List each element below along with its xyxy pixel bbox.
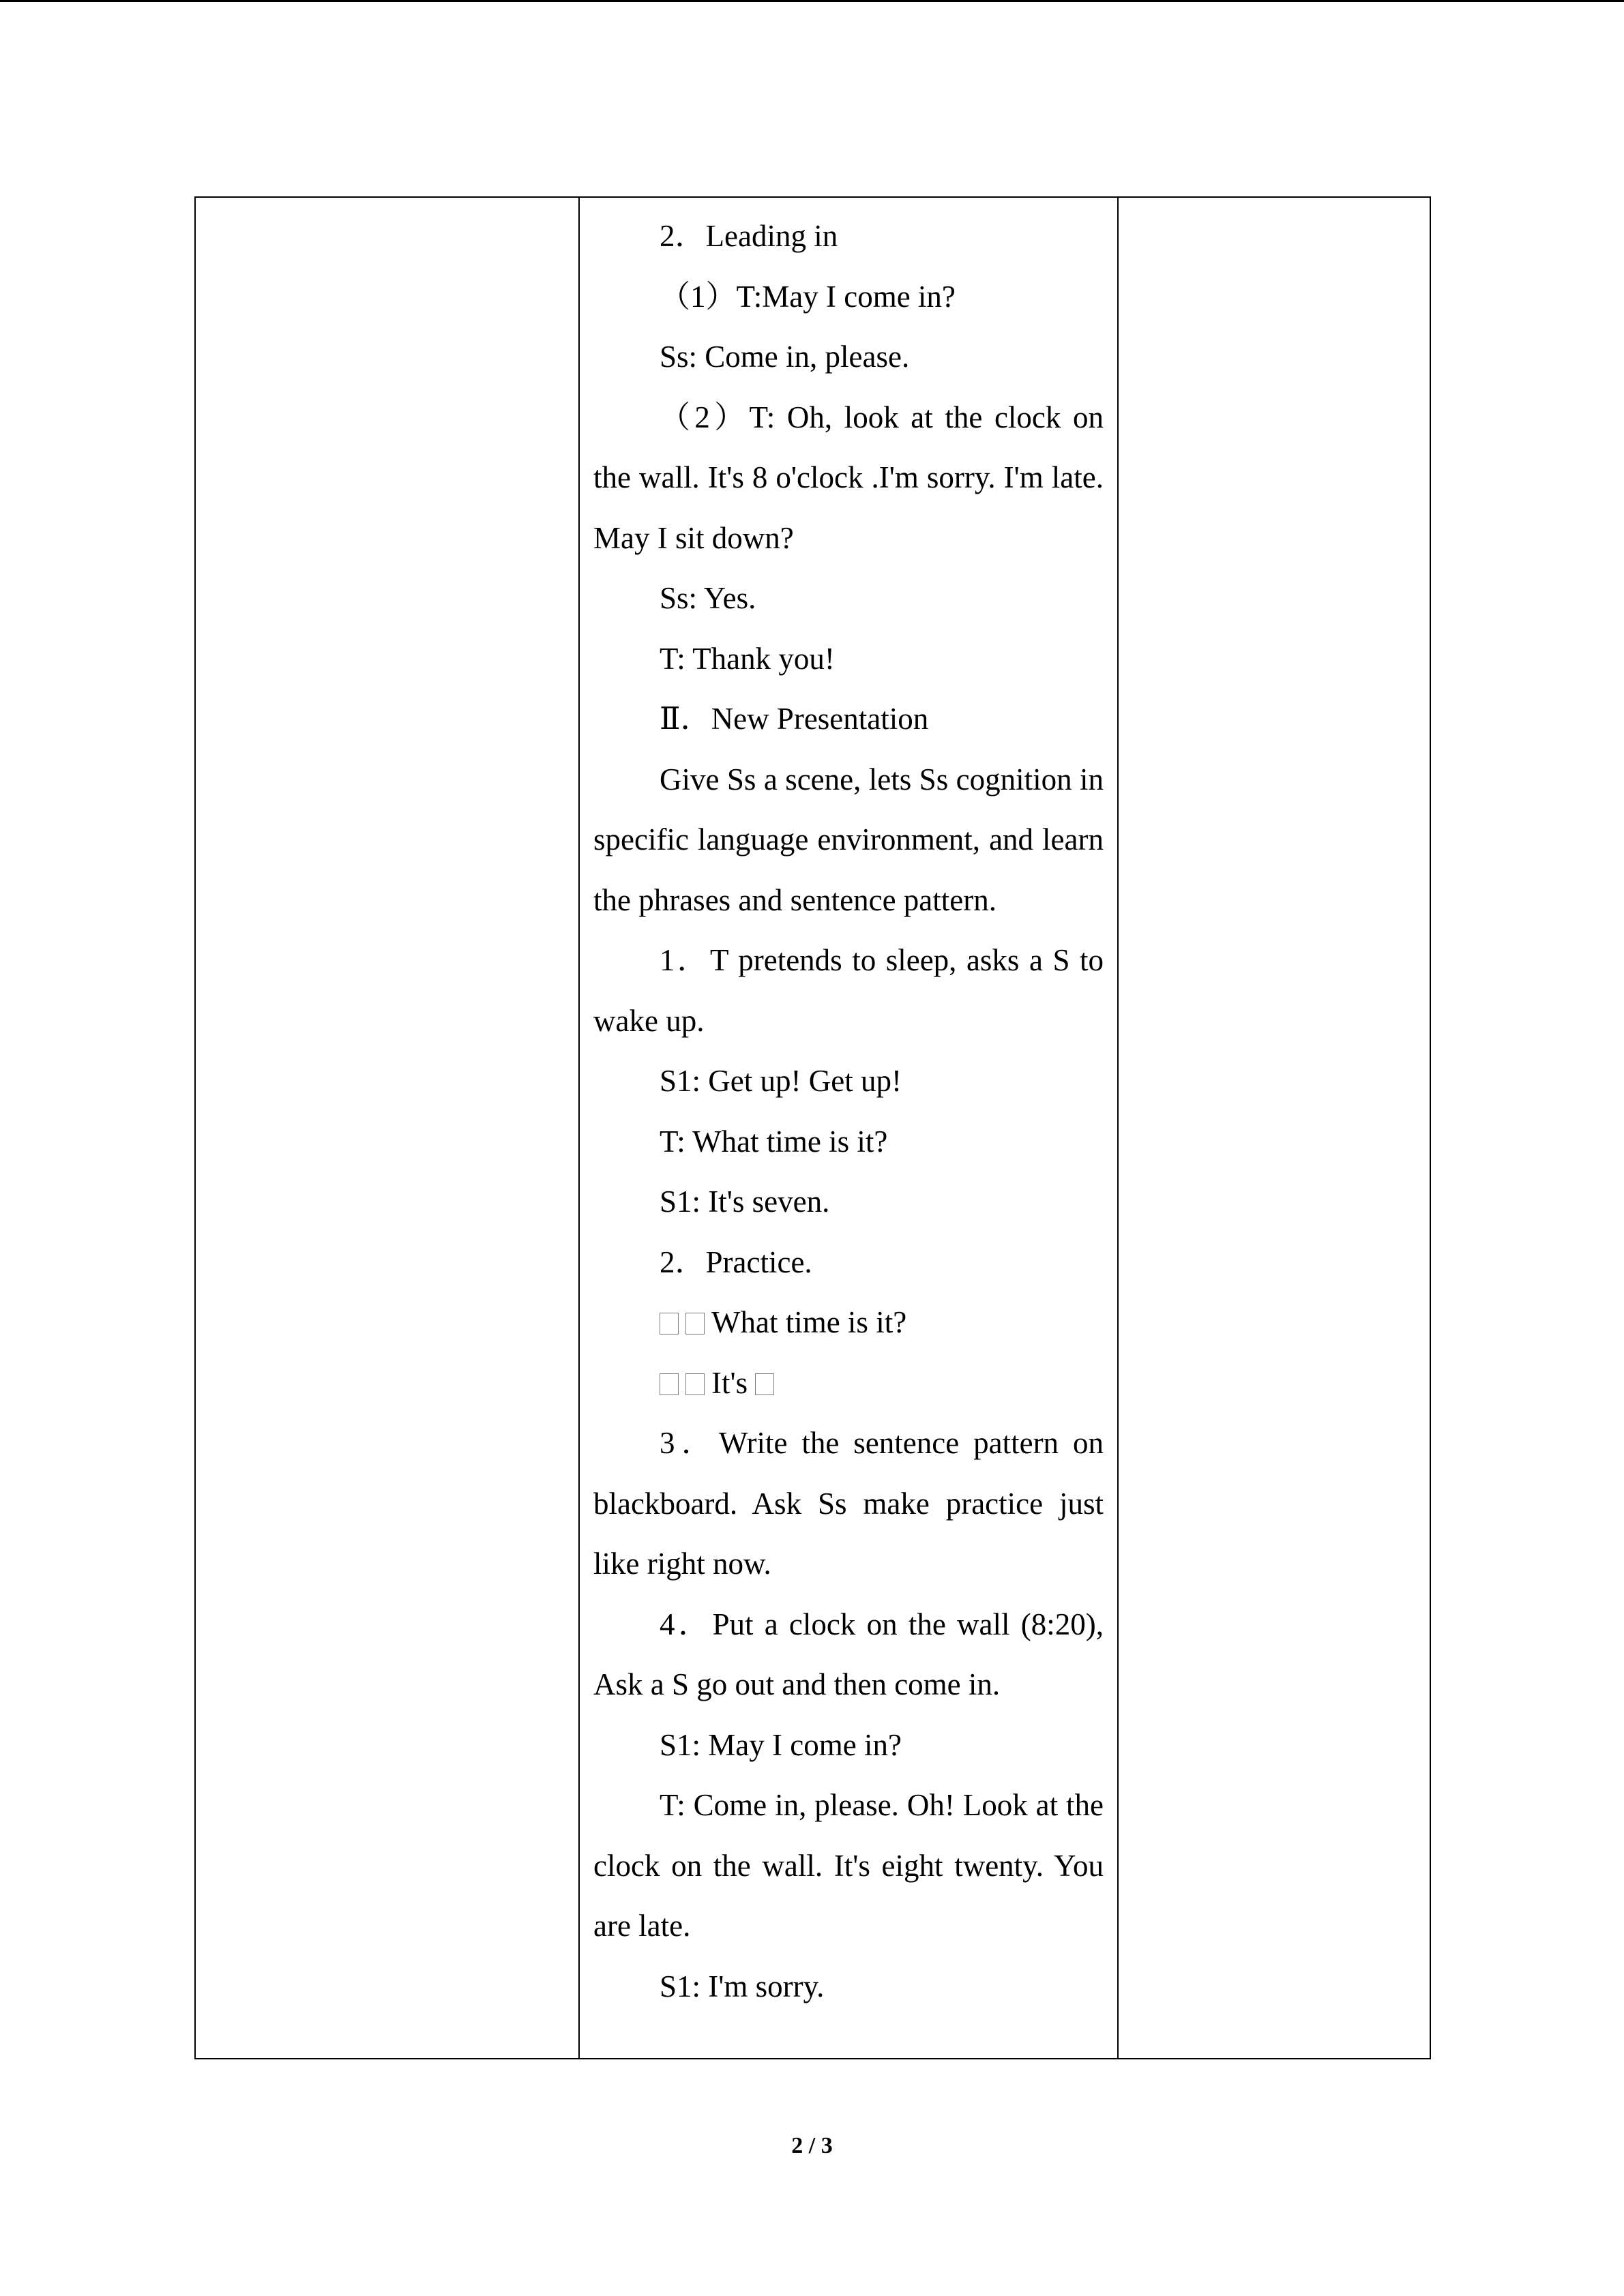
list-marker: 2． xyxy=(660,1244,706,1279)
paragraph-dialog-line xyxy=(593,1775,1104,1956)
paragraph-text: T pretends to sleep, asks a S to wake up. xyxy=(593,943,1104,1038)
teaching-procedure-cell xyxy=(579,197,1118,2059)
paragraph-dialog-line xyxy=(593,1956,1104,2017)
section-heading-new-presentation xyxy=(593,689,1104,749)
placeholder-box-icon xyxy=(755,1373,774,1395)
paragraph-description xyxy=(593,749,1104,931)
page-number: 2 / 3 xyxy=(791,2133,833,2158)
list-marker: 4． xyxy=(660,1607,713,1641)
left-column-cell xyxy=(195,197,579,2059)
placeholder-box-icon xyxy=(685,1373,705,1395)
paragraph-text: Leading in xyxy=(705,219,838,253)
paragraph-dialog-line xyxy=(593,629,1104,689)
lesson-plan-table xyxy=(194,196,1431,2059)
paragraph-text: Give Ss a scene, lets Ss cognition in specific language environment, and learn the phrases and sentence pattern. xyxy=(593,762,1104,917)
placeholder-box-icon xyxy=(685,1313,705,1335)
list-marker: （1） xyxy=(660,279,737,314)
paragraph-text: S1: It's seven. xyxy=(660,1184,830,1219)
paragraph-dialog-line xyxy=(593,267,1104,327)
paragraph-text: T: Come in, please. Oh! Look at the clock on the wall. It's eight twenty. You are late. xyxy=(593,1788,1104,1943)
paragraph-step xyxy=(593,1594,1104,1715)
paragraph-dialog-line xyxy=(593,1715,1104,1776)
placeholder-box-icon xyxy=(660,1373,679,1395)
paragraph-text: T: Thank you! xyxy=(660,641,835,676)
paragraph-leading-in xyxy=(593,206,1104,267)
paragraph-text: S1: May I come in? xyxy=(660,1727,902,1762)
paragraph-dialog-line xyxy=(593,568,1104,629)
list-marker: 3． xyxy=(660,1426,719,1460)
paragraph-text: Ss: Come in, please. xyxy=(660,340,910,374)
practice-pattern-answer xyxy=(593,1353,1104,1414)
paragraph-dialog-line xyxy=(593,1112,1104,1172)
paragraph-text: Put a clock on the wall (8:20), Ask a S go out and then come in. xyxy=(593,1607,1104,1701)
paragraph-text: It's xyxy=(711,1365,748,1400)
paragraph-step xyxy=(593,930,1104,1051)
paragraph-text: T: What time is it? xyxy=(660,1124,888,1159)
list-marker: Ⅱ． xyxy=(660,702,711,736)
paragraph-text: Write the sentence pattern on blackboard. Ask Ss make practice just like right now. xyxy=(593,1426,1104,1581)
paragraph-step xyxy=(593,1413,1104,1594)
paragraph-step xyxy=(593,1232,1104,1293)
paragraph-text: Practice. xyxy=(705,1244,812,1279)
list-marker: 2． xyxy=(660,219,706,253)
paragraph-dialog-line xyxy=(593,387,1104,569)
paragraph-dialog-line xyxy=(593,327,1104,387)
paragraph-text: What time is it? xyxy=(711,1305,907,1339)
paragraph-text: T: Oh, look at the clock on the wall. It's 8 o'clock .I'm sorry. I'm late. May I sit down? xyxy=(593,400,1104,555)
placeholder-box-icon xyxy=(660,1313,679,1335)
paragraph-dialog-line xyxy=(593,1172,1104,1232)
right-column-cell xyxy=(1118,197,1430,2059)
list-marker: 1． xyxy=(660,943,711,977)
practice-pattern-question xyxy=(593,1292,1104,1353)
paragraph-text: T:May I come in? xyxy=(736,279,956,314)
paragraph-text: S1: Get up! Get up! xyxy=(660,1064,902,1098)
paragraph-text: New Presentation xyxy=(711,702,929,736)
list-marker: （2） xyxy=(660,400,750,434)
paragraph-dialog-line xyxy=(593,1051,1104,1112)
paragraph-text: Ss: Yes. xyxy=(660,581,756,615)
page-top-border xyxy=(0,0,1624,2)
paragraph-text: S1: I'm sorry. xyxy=(660,1969,825,2003)
